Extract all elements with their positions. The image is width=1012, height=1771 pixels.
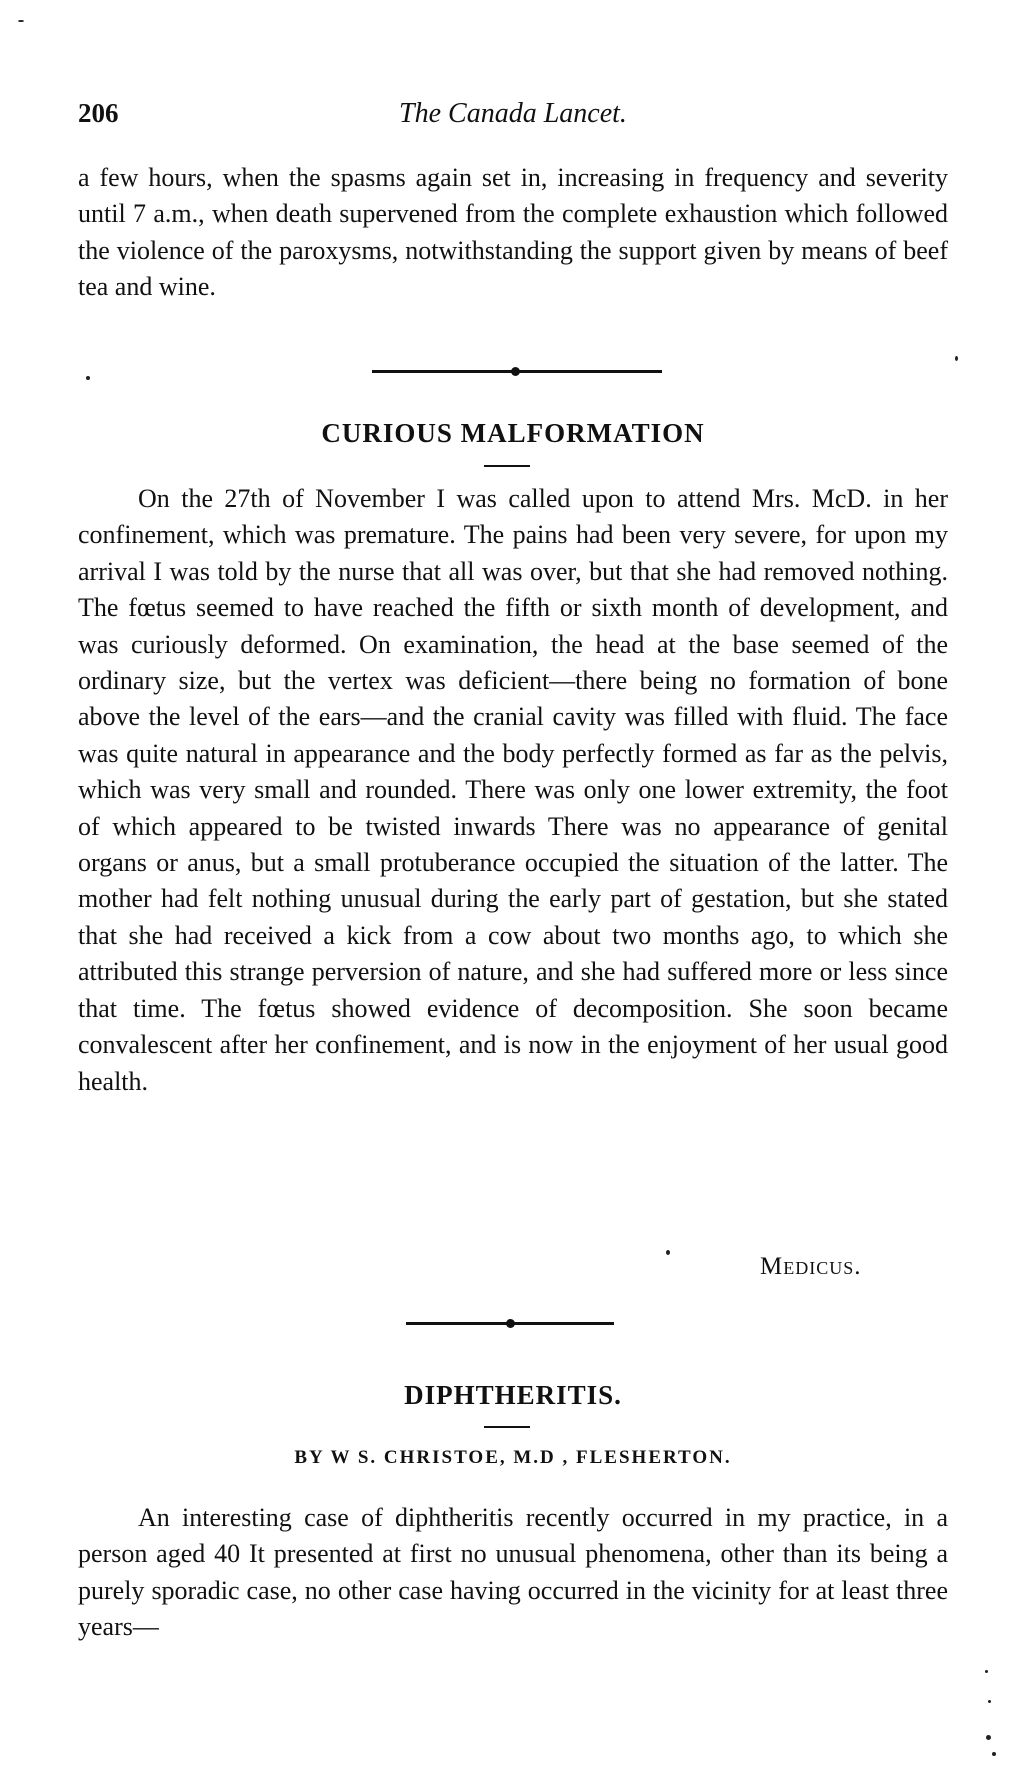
article-body-diphtheritis: An interesting case of diphtheritis recently occurred in my practice, in a person aged 40 It presented at first no unusual phenomena, other than its being a purely sporadic case, no other case having occurred in the vicinity for at least three years— [78, 1503, 948, 1642]
title-underline [484, 465, 530, 467]
scan-speck [985, 1670, 988, 1673]
scan-speck [18, 20, 24, 22]
title-underline [484, 1426, 530, 1428]
scan-speck [988, 1700, 991, 1703]
article-byline: BY W S. CHRISTOE, M.D , FLESHERTON. [294, 1447, 732, 1468]
signature: Medicus. [760, 1253, 862, 1280]
article-title-diphtheritis: DIPHTHERITIS. [404, 1380, 622, 1410]
scan-speck [992, 1752, 996, 1756]
scan-speck [666, 1250, 670, 1255]
page-header [78, 98, 948, 138]
article-body-curious-malformation: On the 27th of November I was called upon to attend Mrs. McD. in her confinement, which was premature. The pains had been very severe, for upon my arrival I was told by the nurse that all was over, but that she had removed nothing. The fœtus seemed to have reached the fifth or sixth month of development, and was curiously deformed. On examination, the head at the base seemed of the ordinary size, but the vertex was deficient—there being no formation of bone above the level of the ears—and the cranial cavity was filled with fluid. The face was quite natural in appearance and the body perfectly formed as far as the pelvis, which was very small and rounded. There was only one lower extremity, the foot of which appeared to be twisted inwards There was no appearance of genital organs or anus, but a small protuberance occupied the situation of the latter. The mother had felt nothing unusual during the early part of gestation, but she stated that she had received a kick from a cow about two months ago, to which she attributed this strange perversion of nature, and she had suffered more or less since that time. The fœtus showed evidence of decomposition. She soon became convalescent after her confinement, and is now in the enjoyment of her usual good health. [78, 484, 948, 1096]
scan-speck [986, 1735, 991, 1740]
divider-ornament [511, 367, 520, 376]
scan-speck [86, 376, 90, 380]
divider-ornament [506, 1319, 515, 1328]
page-number: 206 [78, 98, 119, 128]
continued-paragraph: a few hours, when the spasms again set in, increasing in frequency and severity until 7 a.m., when death supervened from the complete exhaustion which followed the violence of the paroxysms, notwithstanding the support given by means of beef tea and wine. [78, 163, 948, 302]
article-title-curious-malformation: CURIOUS MALFORMATION [321, 418, 705, 448]
running-title: The Canada Lancet. [399, 98, 627, 129]
scan-speck [955, 356, 958, 361]
